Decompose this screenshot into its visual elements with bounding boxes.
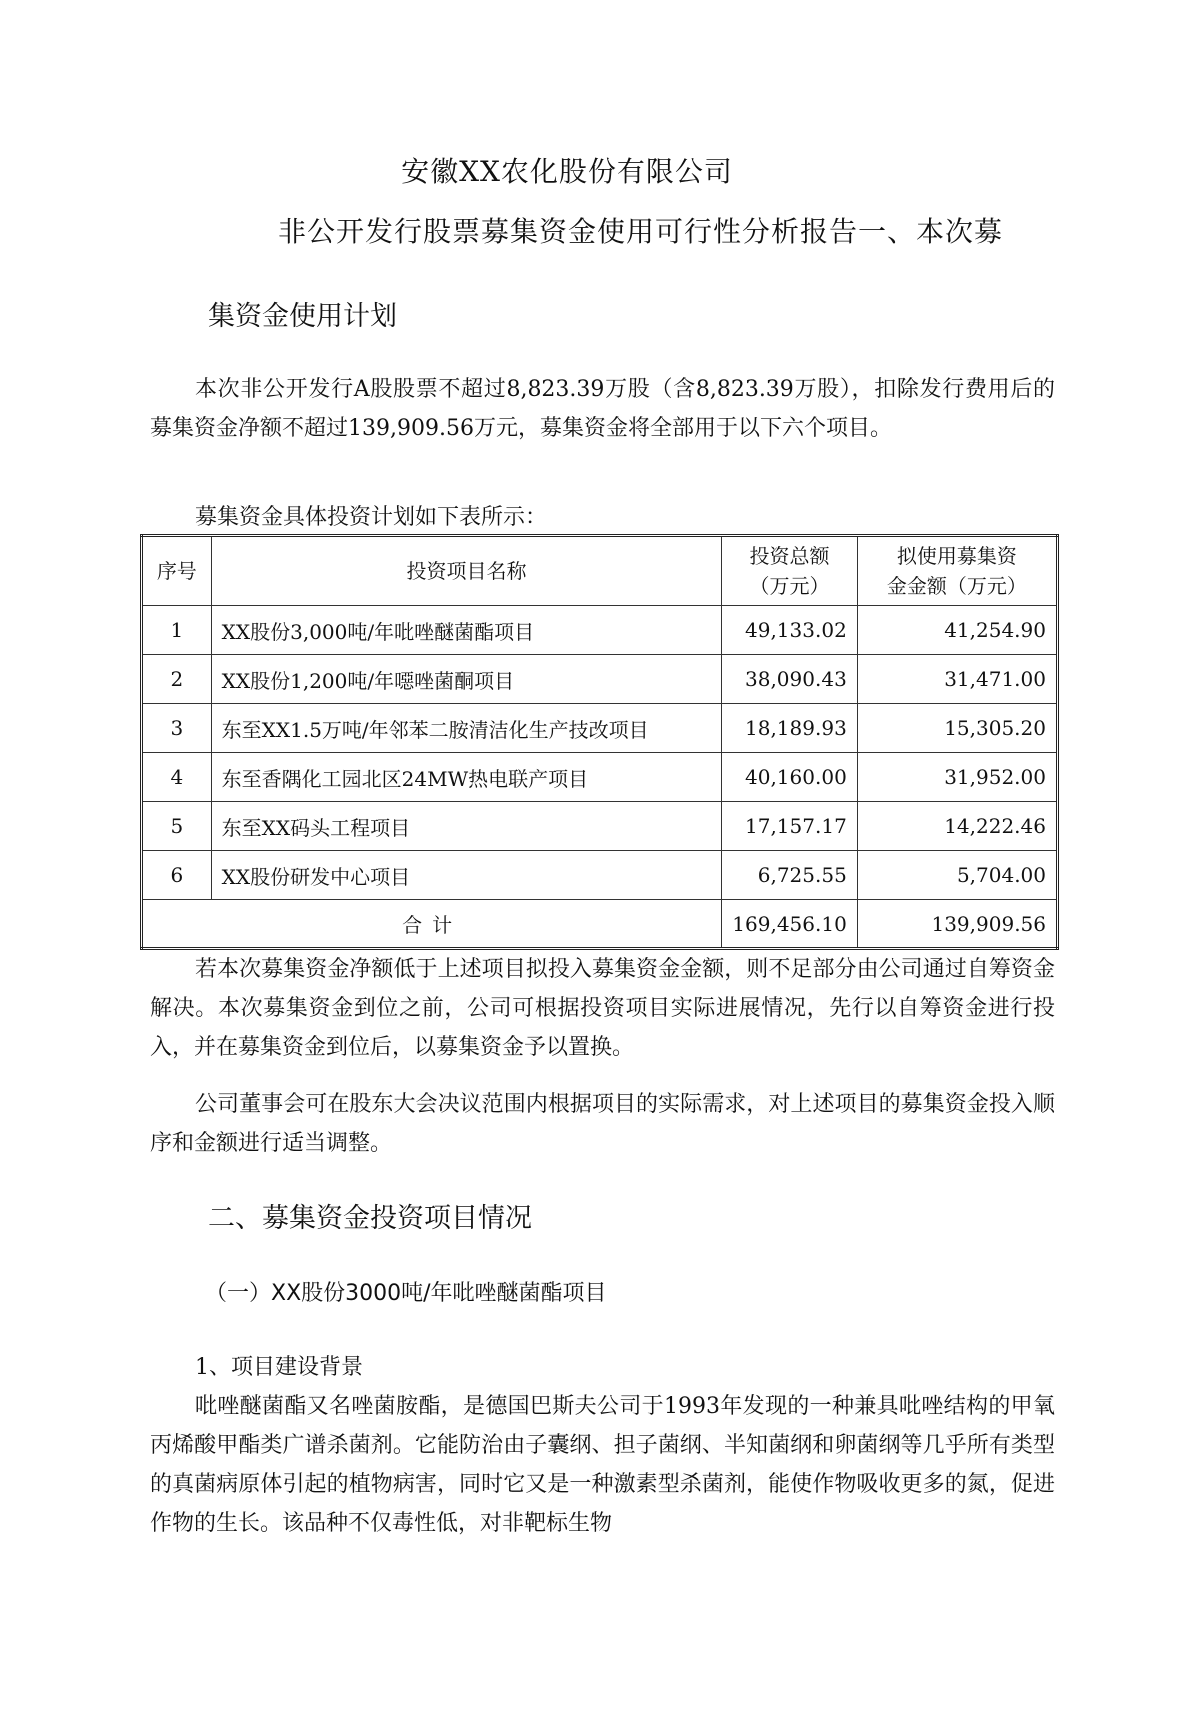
row-no: 1 [142,606,212,655]
header-no: 序号 [142,536,212,606]
investment-plan-table [140,534,1059,950]
row-no: 4 [142,753,212,802]
subsection1-heading: （一）XX股份3000吨/年吡唑醚菌酯项目 [205,1281,607,1306]
row-fund: 31,471.00 [857,655,1057,704]
row-no: 6 [142,851,212,900]
row-fund: 5,704.00 [857,851,1057,900]
table-row [142,851,1058,900]
table-intro: 募集资金具体投资计划如下表所示： [195,505,548,530]
header-total-line2: （万元） [749,574,830,598]
table-row [142,606,1058,655]
row-project-name: 东至XX1.5万吨/年邻苯二胺清洁化生产技改项目 [211,704,722,753]
header-project-name: 投资项目名称 [211,536,722,606]
header-total-investment [722,536,858,606]
row-project-name: 东至XX码头工程项目 [211,802,722,851]
table-sum-row [142,900,1058,949]
row-fund: 15,305.20 [857,704,1057,753]
header-raised-funds [857,536,1057,606]
row-total: 40,160.00 [722,753,858,802]
row-total: 6,725.55 [722,851,858,900]
row-project-name: XX股份3,000吨/年吡唑醚菌酯项目 [211,606,722,655]
row-total: 49,133.02 [722,606,858,655]
row-project-name: 东至香隅化工园北区24MW热电联产项目 [211,753,722,802]
table-row [142,753,1058,802]
table-row [142,655,1058,704]
row-total: 18,189.93 [722,704,858,753]
header-fund-line2: 金金额（万元） [886,574,1027,598]
sum-fund: 139,909.56 [857,900,1057,949]
row-project-name: XX股份研发中心项目 [211,851,722,900]
header-fund-line1: 拟使用募集资 [896,544,1017,568]
section2-heading: 二、募集资金投资项目情况 [208,1203,532,1234]
paragraph-shortfall: 若本次募集资金净额低于上述项目拟投入募集资金金额，则不足部分由公司通过自筹资金解决。本次募集资金到位之前，公司可根据投资项目实际进展情况，先行以自筹资金进行投入，并在募集资金到位后，以募集资金予以置换。 [150,957,1055,1060]
table-row [142,704,1058,753]
table-header-row [142,536,1058,606]
section1-heading-start: 一、本次募 [858,215,1004,248]
sum-label: 合计 [142,900,722,949]
paragraph-background: 吡唑醚菌酯又名唑菌胺酯，是德国巴斯夫公司于1993年发现的一种兼具吡唑结构的甲氧丙烯酸甲酯类广谱杀菌剂。它能防治由子囊纲、担子菌纲、半知菌纲和卵菌纲等几乎所有类型的真菌病原体引起的植物病害，同时它又是一种激素型杀菌剂，能使作物吸收更多的氮，促进作物的生长。该品种不仅毒性低，对非靶标生物 [150,1394,1055,1536]
document-title: 安徽XX农化股份有限公司 [401,155,733,188]
header-total-line1: 投资总额 [749,544,830,568]
intro-paragraph: 本次非公开发行A股股票不超过8,823.39万股（含8,823.39万股），扣除发行费用后的募集资金净额不超过139,909.56万元，募集资金将全部用于以下六个项目。 [150,377,1055,441]
document-subtitle [278,210,1003,250]
row-fund: 41,254.90 [857,606,1057,655]
row-no: 3 [142,704,212,753]
row-no: 5 [142,802,212,851]
row-total: 17,157.17 [722,802,858,851]
table-row [142,802,1058,851]
paragraph-board-adjustment: 公司董事会可在股东大会决议范围内根据项目的实际需求，对上述项目的募集资金投入顺序和金额进行适当调整。 [150,1092,1055,1156]
row-project-name: XX股份1,200吨/年噁唑菌酮项目 [211,655,722,704]
section1-heading: 集资金使用计划 [208,301,397,332]
row-fund: 31,952.00 [857,753,1057,802]
row-no: 2 [142,655,212,704]
subtitle-text: 非公开发行股票募集资金使用可行性分析报告 [278,215,859,248]
sum-total: 169,456.10 [722,900,858,949]
item1-heading: 1、项目建设背景 [195,1355,363,1380]
row-total: 38,090.43 [722,655,858,704]
row-fund: 14,222.46 [857,802,1057,851]
